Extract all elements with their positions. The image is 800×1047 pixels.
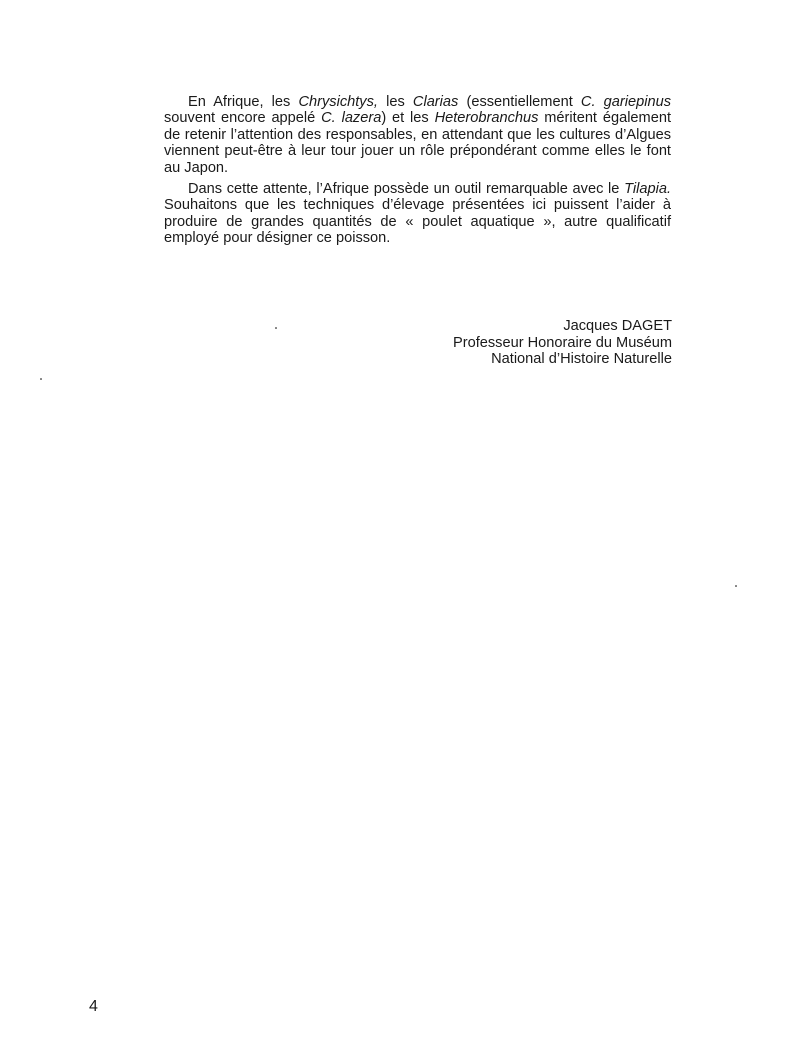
body-text [164, 94, 671, 252]
scan-speck [735, 585, 737, 587]
italic-term: C. gariepinus [580, 94, 671, 110]
scan-speck [40, 378, 42, 380]
signature-block [453, 318, 672, 368]
italic-term: C. lazera [321, 110, 382, 127]
text-run: ) et les [381, 110, 435, 127]
text-run: En Afrique, les [188, 94, 299, 110]
text-run: Souhaitons que les techniques d’élevage présentées ici puissent l’aider à produire de grandes quantités de « poulet aquatique », autre qualificatif employé pour désigner ce poisson. [164, 197, 671, 247]
page-number: 4 [89, 998, 98, 1015]
scan-speck [275, 327, 277, 329]
text-run: Dans cette attente, l’Afrique possède un outil remarquable avec le [188, 181, 625, 198]
text-run: méritent également de retenir l’attention des responsables, en attendant que les cultures d’Algues viennent peut-être à leur tour jouer un rôle prépondérant comme elles le font au Japon. [164, 110, 671, 176]
text-run: les [377, 94, 413, 110]
paragraph-1 [164, 94, 671, 176]
italic-term: Heterobranchus [434, 110, 539, 127]
italic-term: Chrysichtys, [298, 94, 378, 110]
text-run: souvent encore appelé [164, 110, 322, 127]
italic-term: Tilapia. [624, 181, 671, 198]
author-title-line-1: Professeur Honoraire du Muséum [452, 334, 672, 351]
author-title-line-2: National d’Histoire Naturelle [491, 351, 672, 368]
italic-term: Clarias [412, 94, 459, 110]
paragraph-2 [164, 181, 671, 247]
text-run: (essentiellement [458, 94, 581, 110]
author-name: Jacques DAGET [563, 318, 672, 334]
